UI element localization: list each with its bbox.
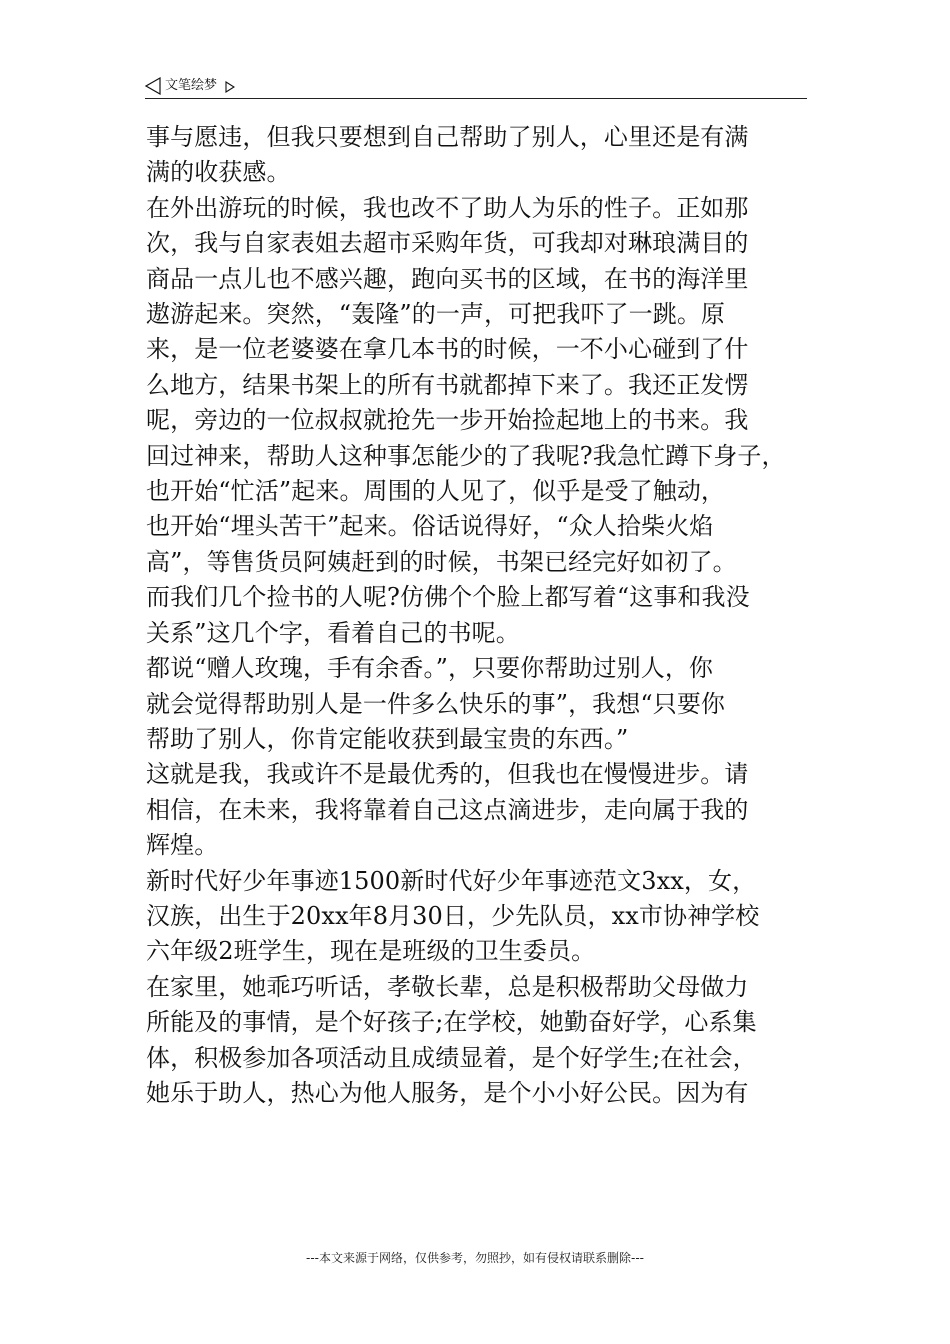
text-line: 而我们几个捡书的人呢?仿佛个个脸上都写着“这事和我没 <box>146 583 750 612</box>
text-line: 满的收获感。 <box>146 158 291 187</box>
text-line: 帮助了别人，你肯定能收获到最宝贵的东西。” <box>146 724 629 753</box>
text-line: 也开始“忙活”起来。周围的人见了，似乎是受了触动， <box>146 477 726 506</box>
text-line: 遨游起来。突然，“轰隆”的一声，可把我吓了一跳。原 <box>146 300 726 329</box>
text-line: 六年级2班学生，现在是班级的卫生委员。 <box>146 937 596 966</box>
text-line: 呢，旁边的一位叔叔就抢先一步开始捡起地上的书来。我 <box>146 406 749 435</box>
text-line: 新时代好少年事迹1500新时代好少年事迹范文3xx，女， <box>146 866 757 895</box>
text-line: 体，积极参加各项活动且成绩显着，是个好学生;在社会， <box>146 1043 757 1072</box>
text-line: 在外出游玩的时候，我也改不了助人为乐的性子。正如那 <box>146 193 749 222</box>
text-line: 她乐于助人，热心为他人服务，是个小小好公民。因为有 <box>146 1078 749 1107</box>
text-line: 来，是一位老婆婆在拿几本书的时候，一不小心碰到了什 <box>146 335 749 364</box>
text-line: 高”，等售货员阿姨赶到的时候，书架已经完好如初了。 <box>146 547 737 576</box>
document-body <box>146 120 811 1111</box>
footer-notice: ---本文来源于网络，仅供参考，勿照抄，如有侵权请联系删除--- <box>306 1251 644 1265</box>
text-line: 么地方，结果书架上的所有书就都掉下来了。我还正发愣 <box>146 370 749 399</box>
header-title: 文笔绘梦 <box>165 78 218 93</box>
text-line: 在家里，她乖巧听话，孝敬长辈，总是积极帮助父母做力 <box>146 972 749 1001</box>
text-line: 汉族，出生于20xx年8月30日，少先队员，xx市协神学校 <box>146 901 760 930</box>
triangle-right-icon <box>225 80 235 92</box>
text-line: 相信，在未来，我将靠着自己这点滴进步，走向属于我的 <box>146 795 749 824</box>
text-line: 辉煌。 <box>146 831 219 860</box>
triangle-left-icon <box>145 77 161 95</box>
text-line: 事与愿违，但我只要想到自己帮助了别人，心里还是有满 <box>146 123 749 151</box>
text-line: 所能及的事情，是个好孩子;在学校，她勤奋好学，心系集 <box>146 1008 757 1037</box>
text-line: 就会觉得帮助别人是一件多么快乐的事”，我想“只要你 <box>146 689 726 718</box>
text-line: 这就是我，我或许不是最优秀的，但我也在慢慢进步。请 <box>146 760 749 789</box>
text-line: 商品一点儿也不感兴趣，跑向买书的区域，在书的海洋里 <box>146 264 749 293</box>
text-line: 回过神来，帮助人这种事怎能少的了我呢?我急忙蹲下身子， <box>146 441 786 470</box>
page-header <box>145 74 807 99</box>
text-line: 关系”这几个字，看着自己的书呢。 <box>146 618 520 647</box>
text-line: 都说“赠人玫瑰，手有余香。”，只要你帮助过别人，你 <box>146 654 714 683</box>
text-line: 也开始“埋头苦干”起来。俗话说得好，“众人拾柴火焰 <box>146 512 714 541</box>
text-line: 次，我与自家表姐去超市采购年货，可我却对琳琅满目的 <box>146 229 749 258</box>
